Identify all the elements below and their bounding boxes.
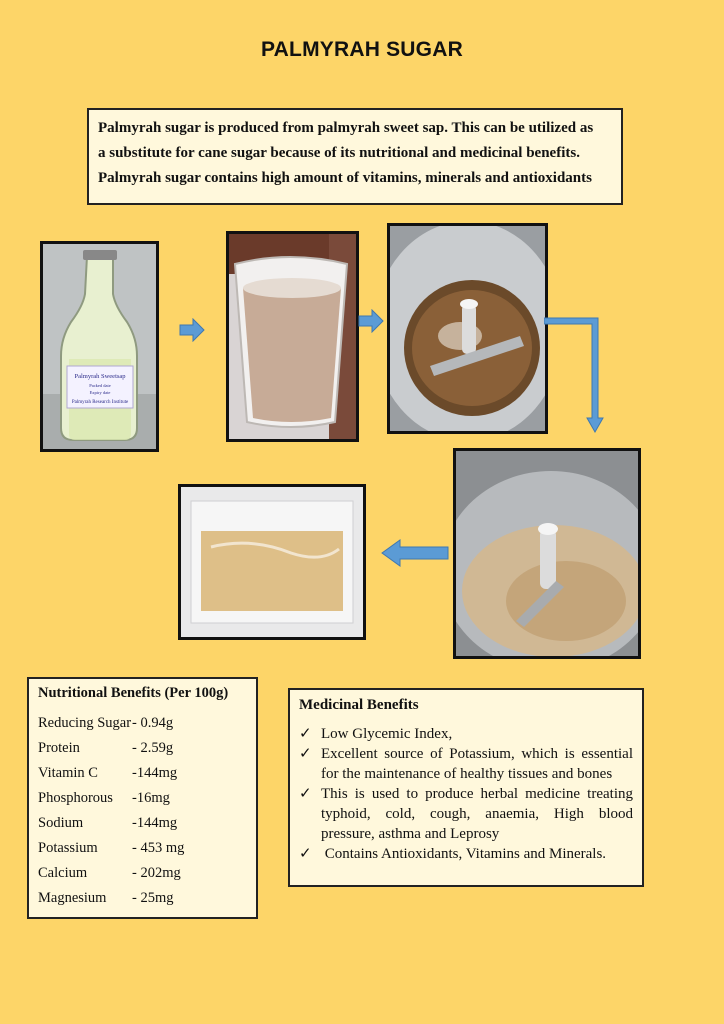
nutrient-name: Vitamin C <box>38 765 98 781</box>
nutrient-row <box>38 886 247 911</box>
nutrient-row <box>38 711 247 736</box>
nutrient-name: Protein <box>38 740 80 756</box>
page-title: PALMYRAH SUGAR <box>261 38 463 61</box>
benefit-text: This is used to produce herbal medicine treating typhoid, cold, cough, anaemia, High blood pressure, asthma and Leprosy <box>321 786 633 842</box>
granulation-vessel-photo <box>453 448 641 659</box>
nutrient-value: - 0.94g <box>132 715 174 731</box>
checkmark-icon: ✓ <box>299 746 312 762</box>
nutrient-row <box>38 736 247 761</box>
nutrient-row <box>38 811 247 836</box>
nutritional-benefits-heading: Nutritional Benefits (Per 100g) <box>38 685 229 701</box>
arrow-down-icon <box>544 316 604 434</box>
arrow-right-icon <box>358 309 384 333</box>
intro-line: a substitute for cane sugar because of its nutritional and medicinal benefits. <box>98 145 580 161</box>
intro-line: Palmyrah sugar is produced from palmyrah sweet sap. This can be utilized as <box>98 120 594 136</box>
arrow-right-icon <box>179 318 205 342</box>
benefit-text: Excellent source of Potassium, which is essential for the maintenance of healthy tissues and bones <box>321 746 633 782</box>
nutrient-name: Sodium <box>38 815 84 831</box>
nutrient-value: -144mg <box>132 815 178 831</box>
sap-glass-photo <box>226 231 359 442</box>
benefit-text: Contains Antioxidants, Vitamins and Minerals. <box>321 846 607 862</box>
nutrient-value: - 25mg <box>132 890 174 906</box>
list-item <box>299 844 633 864</box>
intro-line: Palmyrah sugar contains high amount of vitamins, minerals and antioxidants <box>98 170 592 186</box>
nutrient-row <box>38 836 247 861</box>
arrow-left-icon <box>381 539 449 567</box>
medicinal-benefits-list <box>299 724 633 864</box>
checkmark-icon: ✓ <box>299 846 312 862</box>
nutrient-name: Reducing Sugar <box>38 715 132 731</box>
nutrient-row <box>38 861 247 886</box>
nutrient-value: - 2.59g <box>132 740 174 756</box>
nutritional-benefits-box <box>27 677 258 919</box>
nutrient-name: Potassium <box>38 840 98 856</box>
checkmark-icon: ✓ <box>299 786 312 802</box>
nutrient-value: - 453 mg <box>132 840 185 856</box>
packed-sugar-photo <box>178 484 366 640</box>
nutrient-name: Magnesium <box>38 890 107 906</box>
checkmark-icon: ✓ <box>299 726 312 742</box>
nutrient-row <box>38 786 247 811</box>
nutrient-value: -16mg <box>132 790 170 806</box>
medicinal-benefits-heading: Medicinal Benefits <box>299 697 419 713</box>
nutrient-name: Calcium <box>38 865 88 881</box>
medicinal-benefits-box <box>288 688 644 887</box>
bottle-label-line: Palmyrah Research Institute <box>71 400 129 405</box>
benefit-text: Low Glycemic Index, <box>321 726 453 742</box>
bottle-label-line: Palmyrah Sweetsap <box>74 373 126 380</box>
list-item <box>299 724 633 744</box>
intro-box <box>87 108 623 205</box>
nutrient-row <box>38 761 247 786</box>
nutrient-value: - 202mg <box>132 865 181 881</box>
list-item <box>299 744 633 784</box>
sap-bottle-photo <box>40 241 159 452</box>
nutrient-value: -144mg <box>132 765 178 781</box>
nutrient-name: Phosphorous <box>38 790 113 806</box>
bottle-label-line: Expiry date <box>89 390 111 395</box>
boiling-vessel-photo <box>387 223 548 434</box>
list-item <box>299 784 633 844</box>
bottle-label-line: Packed date <box>89 383 111 388</box>
